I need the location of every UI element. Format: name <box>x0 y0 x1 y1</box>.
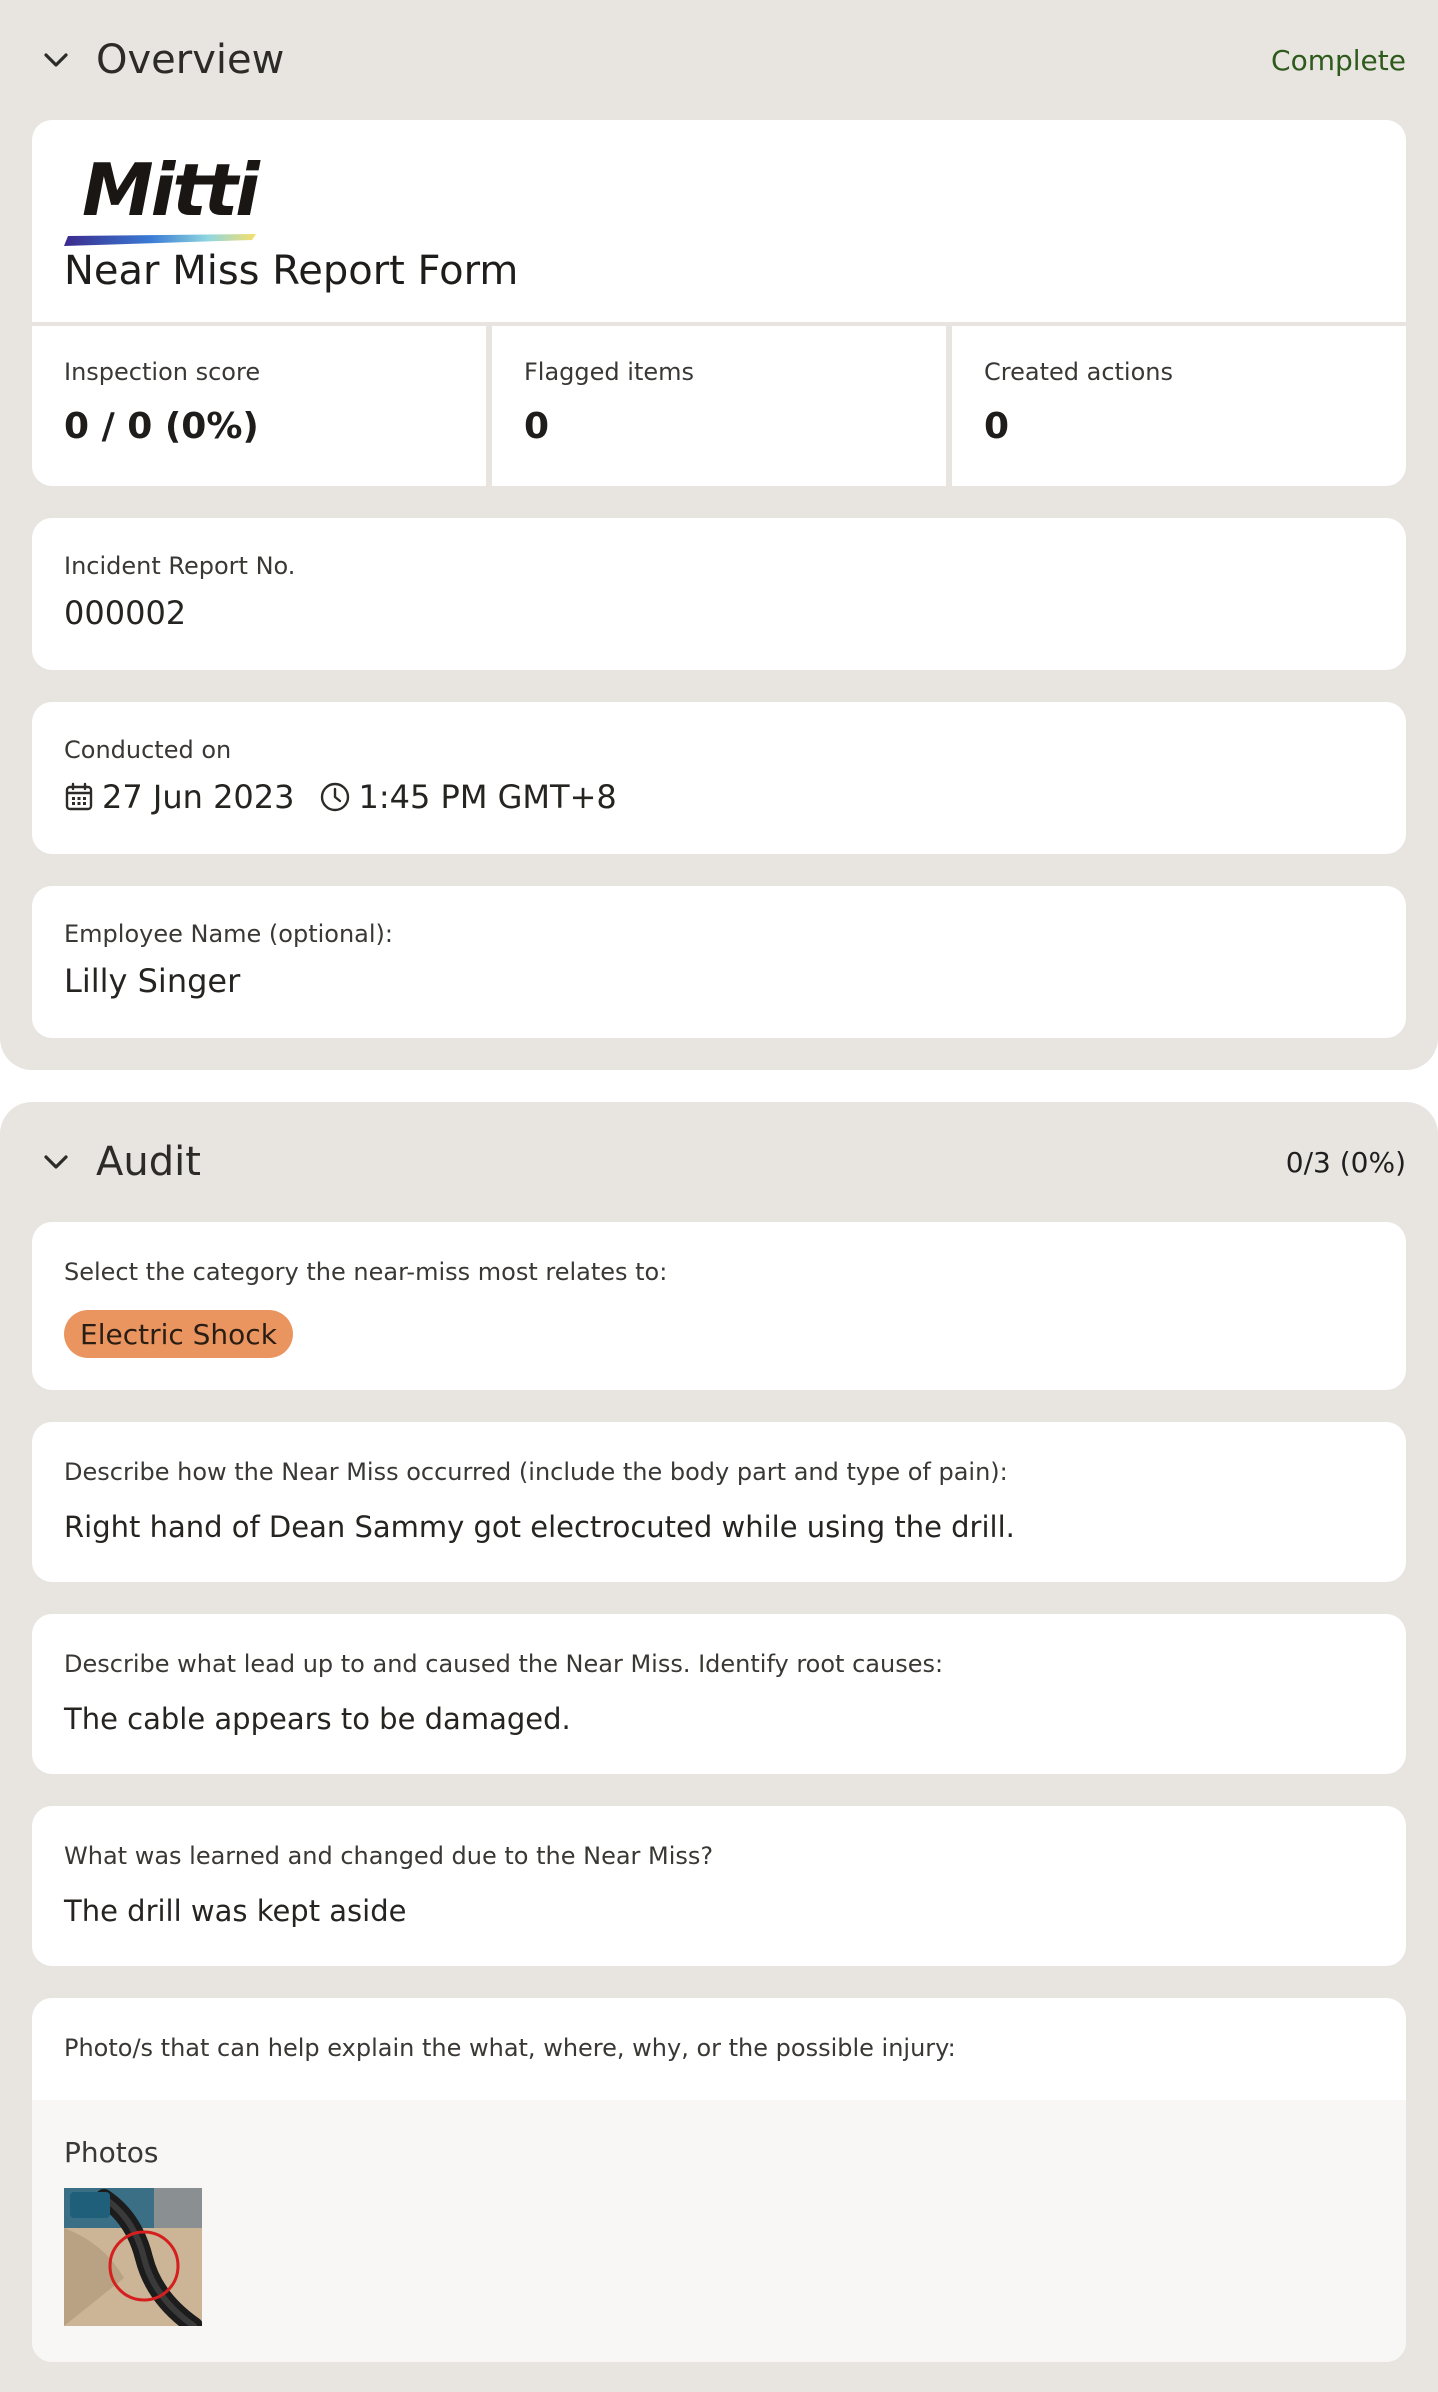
calendar-icon <box>64 782 94 812</box>
overview-header[interactable] <box>0 30 1438 90</box>
audit-header[interactable] <box>0 1132 1438 1192</box>
employee-name-card <box>32 886 1406 1038</box>
employee-name-value: Lilly Singer <box>64 962 241 1000</box>
flagged-items-card[interactable] <box>492 326 946 486</box>
conducted-time: 1:45 PM GMT+8 <box>358 778 617 816</box>
chevron-down-icon[interactable] <box>40 1146 72 1178</box>
audit-section <box>0 1102 1438 2392</box>
how-occurred-label: Describe how the Near Miss occurred (include the body part and type of pain): <box>64 1458 1008 1486</box>
category-card <box>32 1222 1406 1390</box>
photos-card <box>32 1998 1406 2362</box>
flagged-items-value: 0 <box>524 406 550 447</box>
form-header-card <box>32 120 1406 322</box>
conducted-on-card <box>32 702 1406 854</box>
how-occurred-card <box>32 1422 1406 1582</box>
lessons-learned-answer: The drill was kept aside <box>64 1894 407 1928</box>
employee-name-label: Employee Name (optional): <box>64 920 394 948</box>
chevron-down-icon[interactable] <box>40 44 72 76</box>
incident-report-label: Incident Report No. <box>64 552 296 580</box>
incident-report-card <box>32 518 1406 670</box>
photos-area <box>32 2100 1406 2362</box>
overview-title: Overview <box>96 37 285 83</box>
photos-question-label: Photo/s that can help explain the what, where, why, or the possible injury: <box>64 2034 956 2062</box>
inspection-score-label: Inspection score <box>64 358 261 386</box>
clock-icon <box>319 781 351 813</box>
root-cause-label: Describe what lead up to and caused the Near Miss. Identify root causes: <box>64 1650 944 1678</box>
created-actions-value: 0 <box>984 406 1010 447</box>
inspection-score-value: 0 / 0 (0%) <box>64 406 259 447</box>
flagged-items-label: Flagged items <box>524 358 695 386</box>
overview-section <box>0 0 1438 1070</box>
audit-title: Audit <box>96 1139 201 1185</box>
photo-thumbnail[interactable] <box>64 2188 202 2326</box>
audit-progress: 0/3 (0%) <box>1285 1145 1406 1179</box>
incident-report-value: 000002 <box>64 594 187 632</box>
conducted-date: 27 Jun 2023 <box>102 778 295 816</box>
form-title: Near Miss Report Form <box>64 248 519 294</box>
how-occurred-answer: Right hand of Dean Sammy got electrocuted while using the drill. <box>64 1510 1015 1544</box>
root-cause-answer: The cable appears to be damaged. <box>64 1702 571 1736</box>
conducted-on-label: Conducted on <box>64 736 232 764</box>
category-label: Select the category the near-miss most relates to: <box>64 1258 668 1286</box>
company-logo: Mitti <box>64 148 294 238</box>
category-response-pill[interactable]: Electric Shock <box>64 1310 293 1358</box>
created-actions-label: Created actions <box>984 358 1173 386</box>
status-badge: Complete <box>1271 43 1406 77</box>
lessons-learned-label: What was learned and changed due to the Near Miss? <box>64 1842 714 1870</box>
lessons-learned-card <box>32 1806 1406 1966</box>
inspection-score-card <box>32 326 486 486</box>
photos-title: Photos <box>64 2136 159 2169</box>
created-actions-card[interactable] <box>952 326 1406 486</box>
root-cause-card <box>32 1614 1406 1774</box>
